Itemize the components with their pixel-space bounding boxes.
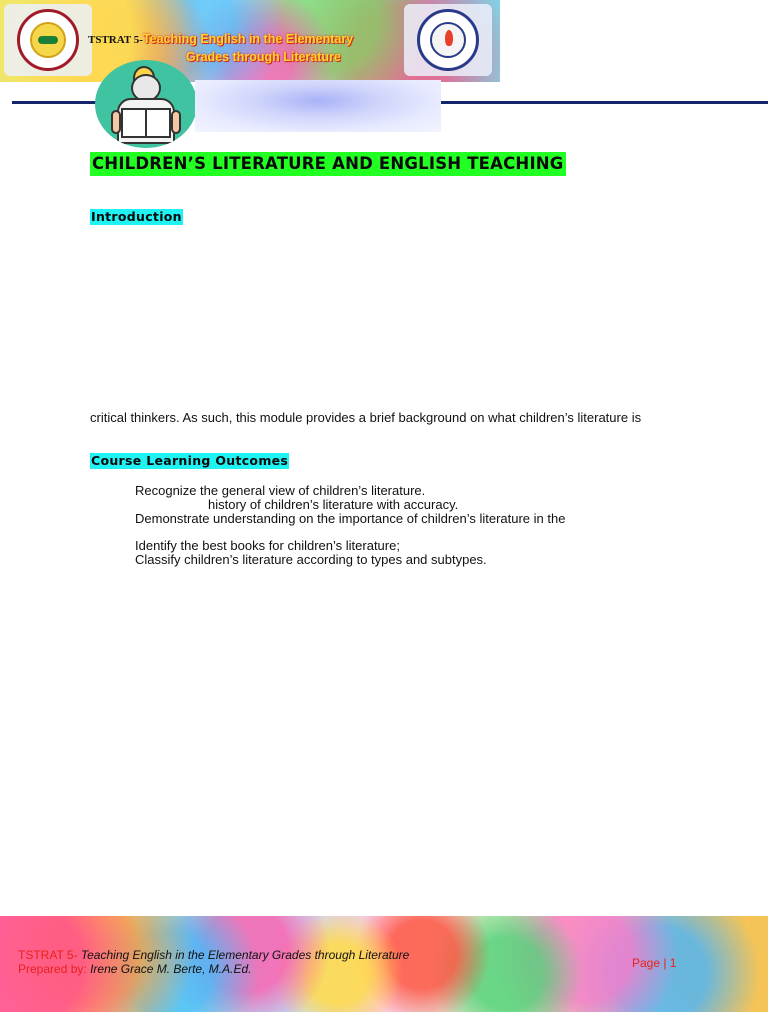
- list-item: Classify children’s literature according to types and subtypes.: [135, 552, 487, 567]
- introduction-text: critical thinkers. As such, this module provides a brief background on what children’s literature is: [90, 410, 642, 425]
- header-banner: [0, 0, 500, 82]
- list-item: Identify the best books for children’s literature;: [135, 538, 400, 553]
- page-title: CHILDREN’S LITERATURE AND ENGLISH TEACHING: [90, 152, 566, 176]
- footer-course-title: Teaching English in the Elementary Grades through Literature: [80, 948, 410, 962]
- header-course-code: TSTRAT 5-: [88, 34, 143, 46]
- college-logo: [404, 4, 492, 76]
- introduction-heading: Introduction: [91, 209, 182, 224]
- header-course-title-line2: Grades through Literature: [186, 50, 341, 64]
- header-course-title-line1: Teaching English in the Elementary: [142, 32, 354, 46]
- list-item: Recognize the general view of children’s literature.: [135, 483, 426, 498]
- footer-banner: [0, 916, 768, 1012]
- list-item: Demonstrate understanding on the importance of children’s literature in the: [135, 511, 566, 526]
- page-number: Page | 1: [632, 956, 677, 970]
- list-item: history of children’s literature with accuracy.: [208, 497, 459, 512]
- outcomes-heading: Course Learning Outcomes: [91, 453, 289, 468]
- footer-prepared-label: Prepared by:: [18, 962, 87, 976]
- university-logo: [4, 4, 92, 76]
- footer-course-code: TSTRAT 5-: [18, 948, 78, 962]
- college-seal-icon: [417, 9, 479, 71]
- decorative-glow-box: [195, 80, 441, 132]
- footer-author: Irene Grace M. Berte, M.A.Ed.: [90, 962, 252, 976]
- footer-text: [18, 948, 409, 976]
- university-seal-icon: [17, 9, 79, 71]
- reading-person-lightbulb-icon: [95, 60, 197, 148]
